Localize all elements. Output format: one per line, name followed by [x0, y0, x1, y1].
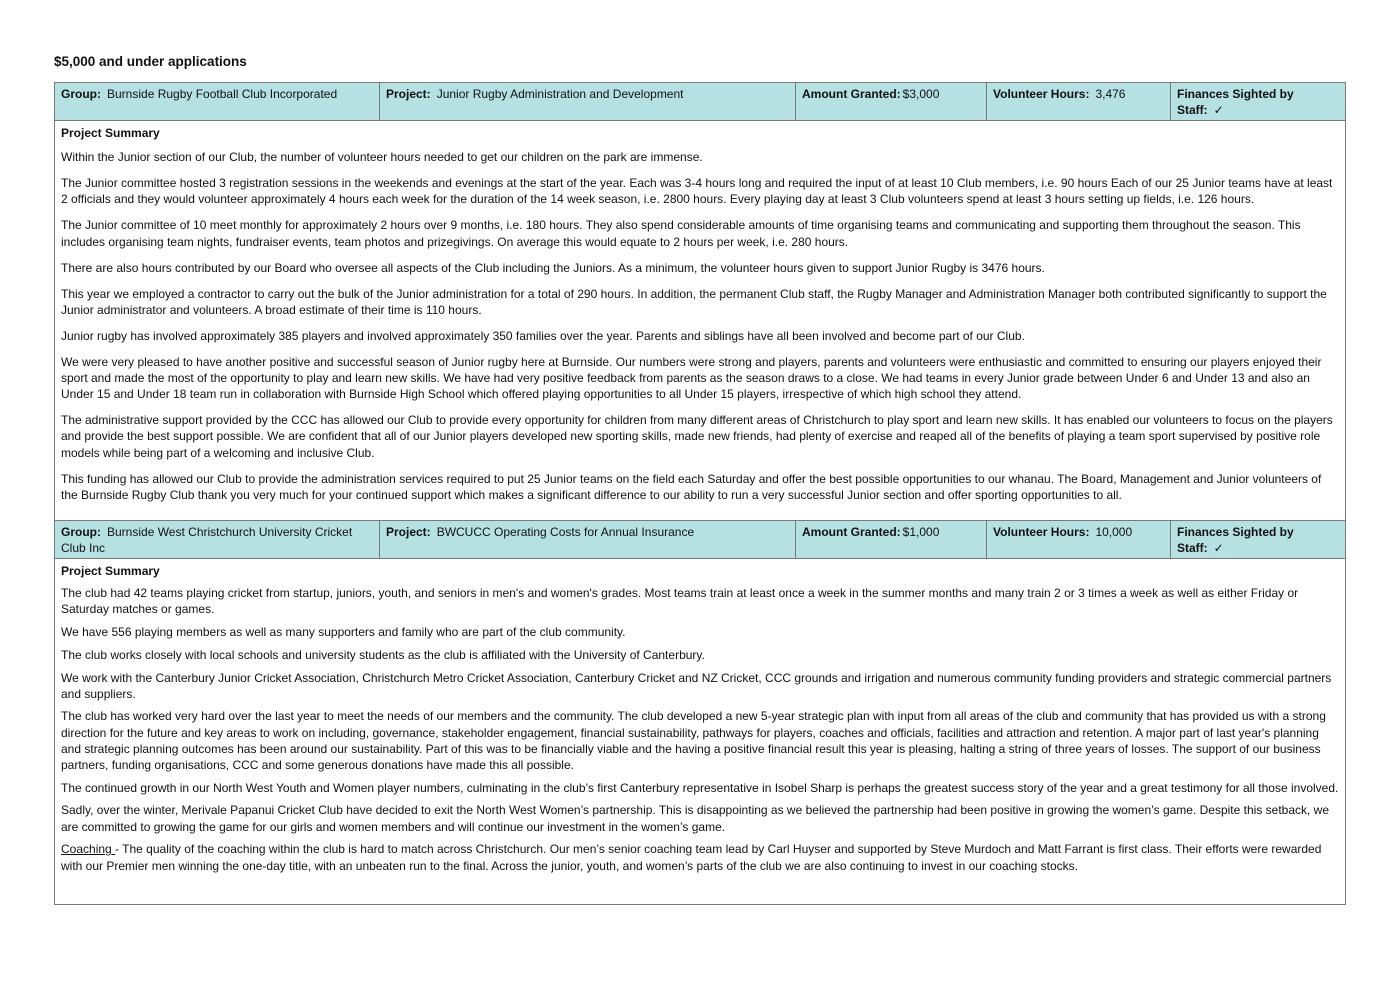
amount-label: Amount Granted: — [802, 525, 901, 539]
group-value: Burnside Rugby Football Club Incorporated — [107, 87, 338, 101]
amount-value: $1,000 — [902, 525, 940, 539]
summary-paragraph: The club works closely with local schools and university students as the club is affiliated with the University of Canterbury. — [61, 647, 705, 662]
summary-paragraph: This year we employed a contractor to carry out the bulk of the Junior administration for a total of 290 hours. In addition, the permanent Club staff, the Rugby Manager and Administration Manager both contributed significantly to support the Junior administrator and volunteers. A broad estimate of their time is 110 hours. — [61, 286, 1327, 317]
amount-value: $3,000 — [902, 87, 940, 101]
application-block — [54, 520, 1346, 905]
group-label: Group: — [61, 525, 101, 539]
project-label: Project: — [386, 525, 431, 539]
hours-cell — [987, 521, 1171, 558]
summary-paragraph: We were very pleased to have another positive and successful season of Junior rugby here at Burnside. Our numbers were strong and players, parents and volunteers were enthusiastic and committed to ensuring our players enjoyed their sport and made the most of the opportunity to play and learn new skills. We have had very positive feedback from parents as the season draws to a close. We had teams in every Junior grade between Under 6 and Under 13 and also an Under 15 and Under 18 team run in collaboration with Burnside High School which offered playing opportunities to all Under 15 players, irrespective of which high school they attend. — [61, 354, 1322, 402]
hours-label: Volunteer Hours: — [993, 87, 1090, 101]
finances-cell — [1171, 521, 1345, 558]
amount-cell — [796, 521, 987, 558]
coaching-label: Coaching — [61, 842, 116, 857]
summary-paragraph: The Junior committee hosted 3 registration sessions in the weekends and evenings at the start of the year. Each was 3-4 hours long and required the input of at least 10 Club members, i.e. 90 hours Each of our 25 Junior teams have at least 2 officials and they would volunteer approximately 4 hours each week for the duration of the 14 week season, i.e. 2800 hours. Every playing day at least 3 Club volunteers spend at least 3 hours setting up fields, i.e. 126 hours. — [61, 176, 1333, 207]
finances-cell — [1171, 83, 1345, 120]
group-value: Burnside West Christchurch University Cricket Club Inc — [61, 525, 353, 555]
summary-paragraph: The continued growth in our North West Youth and Women player numbers, culminating in the club’s first Canterbury representative in Isobel Sharp is perhaps the greatest success story of the year and a great testimony for all those involved. — [61, 780, 1339, 795]
project-cell — [380, 521, 796, 558]
amount-label: Amount Granted: — [802, 87, 901, 101]
hours-value: 10,000 — [1095, 525, 1133, 539]
summary-paragraph: Sadly, over the winter, Merivale Papanui Cricket Club have decided to exit the North West Women’s partnership. This is disappointing as we believed the partnership had been positive in growing the women’s game. Despite this setback, we are committed to growing the game for our girls and women members and will continue our investment in the women’s game. — [61, 803, 1330, 834]
application-block — [54, 82, 1346, 520]
project-value: Junior Rugby Administration and Development — [436, 87, 684, 101]
summary-paragraph: The club had 42 teams playing cricket from startup, juniors, youth, and seniors in men's and women's grades. Most teams train at least once a week in the summer months and many train 2 or 3 times a week as well as either Friday or Saturday matches or games. — [61, 586, 1299, 617]
coaching-text: - The quality of the coaching within the club is hard to match across Christchurch. Our men’s senior coaching team lead by Carl Huyser and supported by Steve Murdoch and Matt Farrant is first class. Their efforts were rewarded with our Premier men winning the one-day title, with an unbeaten run to the final. Across the junior, youth, and women’s parts of the club we are also continuing to invest in our coaching stocks. — [61, 842, 1322, 873]
summary-paragraph: Within the Junior section of our Club, the number of volunteer hours needed to get our children on the park are immense. — [61, 150, 703, 165]
project-summary — [55, 121, 1345, 503]
group-cell — [55, 83, 380, 120]
hours-label: Volunteer Hours: — [993, 525, 1090, 539]
summary-paragraph: There are also hours contributed by our Board who oversee all aspects of the Club including the Juniors. As a minimum, the volunteer hours given to support Junior Rugby is 3476 hours. — [61, 260, 1045, 275]
application-header-row — [55, 83, 1345, 121]
application-header-row — [55, 521, 1345, 559]
group-cell — [55, 521, 380, 558]
finances-label: Finances Sighted by Staff: — [1177, 525, 1294, 555]
project-summary-title: Project Summary — [61, 126, 160, 140]
finances-label: Finances Sighted by Staff: — [1177, 87, 1294, 117]
summary-paragraph: The club has worked very hard over the last year to meet the needs of our members and the community. The club developed a new 5-year strategic plan with input from all areas of the club and community that has provided us with a strong direction for the future and key areas to work on including, governance, stakeholder engagement, financial sustainability, pathways for players, coaches and officials, facilities and attraction and retention. A major part of last year's planning and strategic planning outcomes has been around our sustainability. Part of this was to be financially viable and the having a positive financial result this year is pleasing, halting a string of three years of losses. The support of our business partners, funding organisations, CCC and some generous donations have made this all possible. — [61, 709, 1326, 773]
section-heading: $5,000 and under applications — [54, 54, 247, 69]
hours-cell — [987, 83, 1171, 120]
check-icon: ✓ — [1213, 103, 1224, 117]
summary-paragraph: The Junior committee of 10 meet monthly for approximately 2 hours over 9 months, i.e. 180 hours. They also spend considerable amounts of time organising teams and communicating and supporting them throughout the season. This includes organising team nights, fundraiser events, team photos and prizegivings. On average this would equate to 2 hours per week, i.e. 280 hours. — [61, 218, 1301, 249]
summary-paragraph: We have 556 playing members as well as many supporters and family who are part of the club community. — [61, 625, 626, 640]
project-value: BWCUCC Operating Costs for Annual Insurance — [436, 525, 695, 539]
project-label: Project: — [386, 87, 431, 101]
group-label: Group: — [61, 87, 101, 101]
coaching-paragraph — [61, 841, 1339, 873]
check-icon: ✓ — [1213, 541, 1224, 555]
summary-paragraph: The administrative support provided by the CCC has allowed our Club to provide every opportunity for children from many different areas of Christchurch to play sport and learn new skills. It has enabled our volunteers to focus on the players and provide the best support possible. We are confident that all of our Junior players developed new sporting skills, made new friends, had plenty of exercise and reaped all of the benefits of playing a team sport supervised by positive role models while being part of a welcoming and inclusive Club. — [61, 413, 1333, 460]
hours-value: 3,476 — [1095, 87, 1126, 101]
project-summary-title: Project Summary — [61, 564, 160, 578]
summary-paragraph: We work with the Canterbury Junior Cricket Association, Christchurch Metro Cricket Association, Canterbury Cricket and NZ Cricket, CCC grounds and irrigation and numerous community funding providers and strategic commercial partners and suppliers. — [61, 670, 1332, 701]
amount-cell — [796, 83, 987, 120]
project-cell — [380, 83, 796, 120]
project-summary — [55, 559, 1345, 874]
summary-paragraph: This funding has allowed our Club to provide the administration services required to put 25 Junior teams on the field each Saturday and offer the best possible opportunities to our whanau. The Board, Management and Junior volunteers of the Burnside Rugby Club thank you very much for your continued support which makes a significant difference to our ability to run a very successful Junior section and offer sporting opportunities to all. — [61, 471, 1322, 502]
summary-paragraph: Junior rugby has involved approximately 385 players and involved approximately 350 families over the year. Parents and siblings have all been involved and become part of our Club. — [61, 328, 1025, 343]
